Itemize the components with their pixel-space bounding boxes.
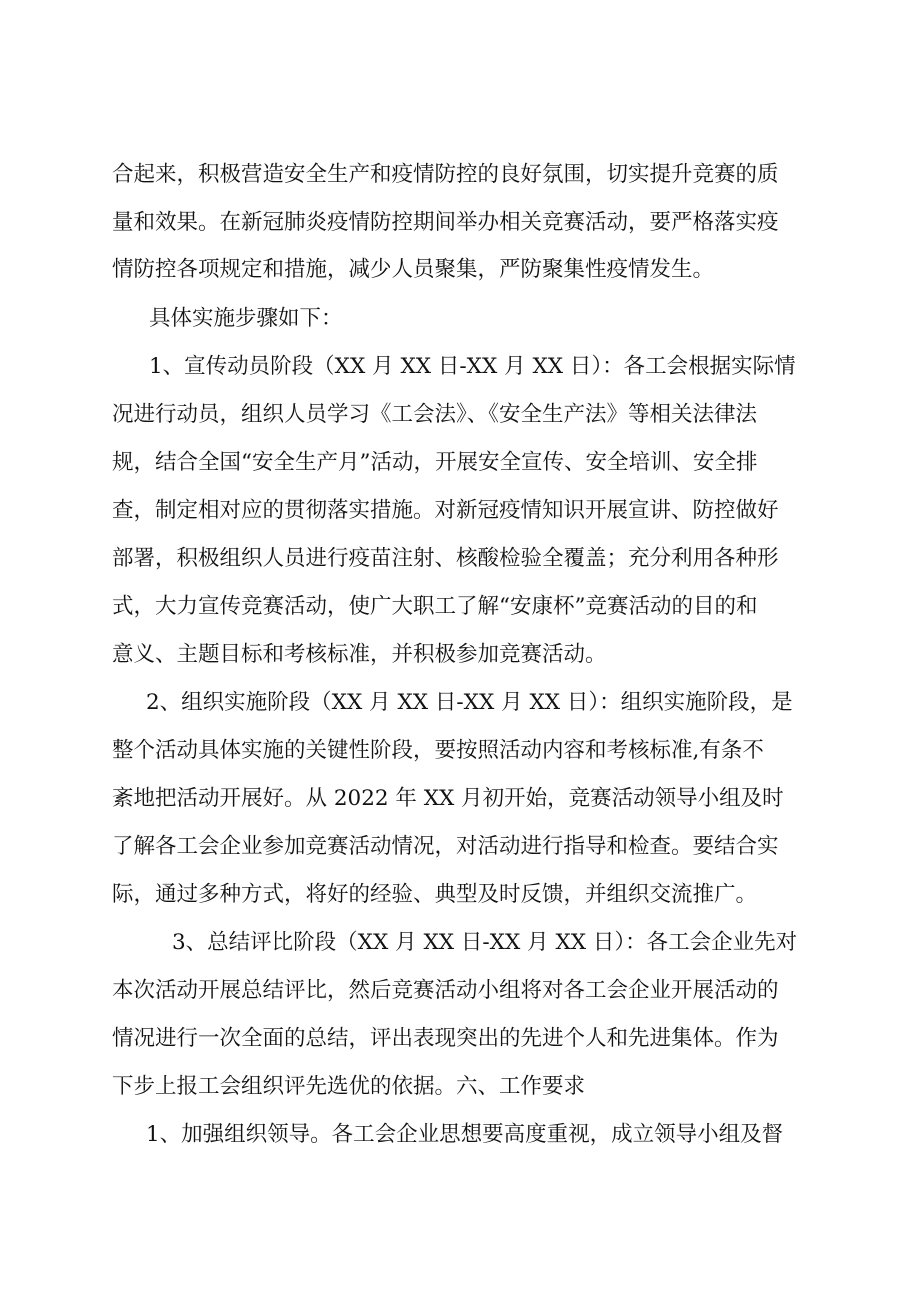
text-line: 了解各工会企业参加竞赛活动情况，对活动进行指导和检查。要结合实: [112, 834, 779, 859]
text-line: 部署，积极组织人员进行疫苗注射、核酸检验全覆盖；充分利用各种形: [112, 546, 779, 571]
text-line: 具体实施步骤如下：: [149, 306, 343, 331]
text-line: 下步上报工会组织评先选优的依据。六、工作要求: [112, 1074, 586, 1099]
text-line: 3、总结评比阶段（XX 月 XX 日-XX 月 XX 日）：各工会企业先对: [172, 930, 798, 955]
text-line: 况进行动员，组织人员学习《工会法》、《安全生产法》等相关法律法: [112, 402, 758, 427]
text-line: 1、宣传动员阶段（XX 月 XX 日-XX 月 XX 日）：各工会根据实际情: [149, 354, 796, 379]
text-line: 合起来，积极营造安全生产和疫情防控的良好氛围，切实提升竞赛的质: [112, 162, 779, 187]
text-line: 量和效果。在新冠肺炎疫情防控期间举办相关竞赛活动，要严格落实疫: [112, 210, 779, 235]
text-line: 情防控各项规定和措施，减少人员聚集，严防聚集性疫情发生。: [112, 257, 715, 282]
text-line: 际，通过多种方式，将好的经验、典型及时反馈，并组织交流推广。: [112, 882, 758, 907]
text-line: 意义、主题目标和考核标准，并积极参加竞赛活动。: [112, 642, 607, 667]
text-line: 2、组织实施阶段（XX 月 XX 日-XX 月 XX 日）：组织实施阶段，是: [146, 690, 793, 715]
text-line: 规，结合全国“安全生产月”活动，开展安全宣传、安全培训、安全排: [112, 450, 758, 475]
text-line: 整个活动具体实施的关键性阶段，要按照活动内容和考核标准,有条不: [112, 738, 764, 763]
text-line: 查，制定相对应的贯彻落实措施。对新冠疫情知识开展宣讲、防控做好: [112, 498, 779, 523]
text-line: 式，大力宣传竞赛活动，使广大职工了解“安康杯”竞赛活动的目的和: [112, 594, 758, 619]
text-line: 情况进行一次全面的总结，评出表现突出的先进个人和先进集体。作为: [112, 1026, 779, 1051]
text-line: 1、加强组织领导。各工会企业思想要高度重视，成立领导小组及督: [146, 1122, 784, 1147]
text-line: 紊地把活动开展好。从 2022 年 XX 月初开始，竞赛活动领导小组及时: [112, 786, 784, 811]
text-line: 本次活动开展总结评比，然后竞赛活动小组将对各工会企业开展活动的: [112, 978, 779, 1003]
